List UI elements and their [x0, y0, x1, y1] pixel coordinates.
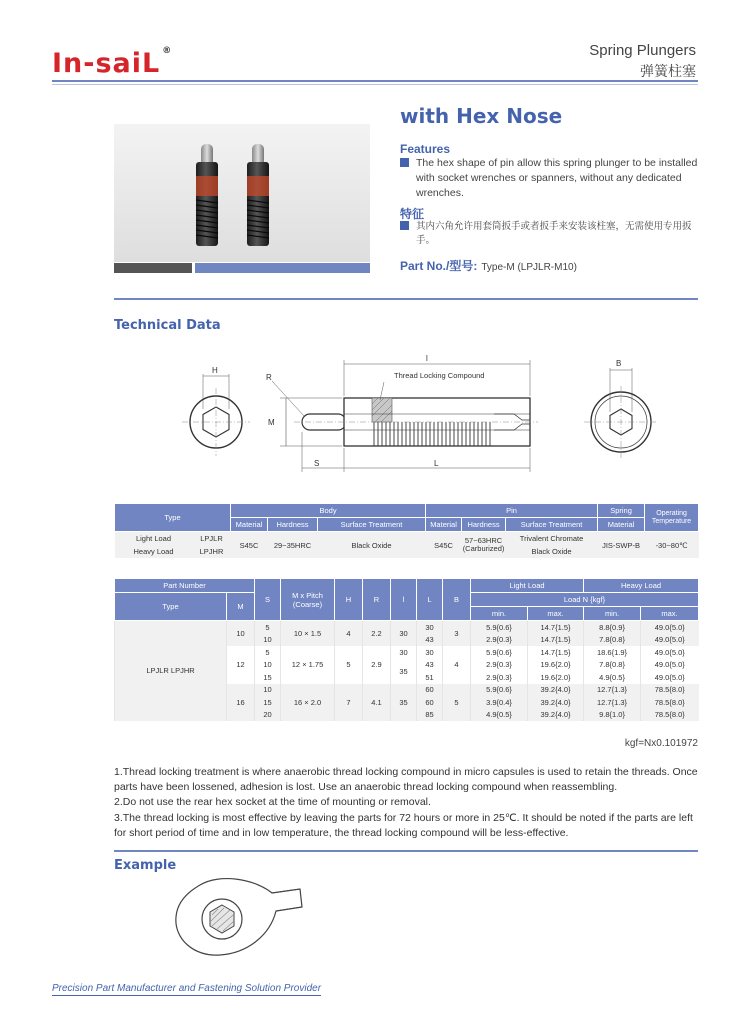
cell-heavy-min: 4.9{0.5}: [584, 671, 641, 684]
cell-heavy-max: 49.0{5.0}: [641, 671, 699, 684]
dim-M-label: M: [268, 418, 275, 427]
dim-B-label: B: [616, 359, 622, 368]
cell-heavy-max: 78.5{8.0}: [641, 709, 699, 722]
th-H: H: [335, 579, 363, 621]
th-light-load: Light Load: [471, 579, 584, 593]
cell-B: 5: [443, 684, 471, 722]
thread-locking-label: Thread Locking Compound: [394, 371, 485, 380]
header-divider-thin: [52, 84, 698, 85]
th-pin: Pin: [426, 504, 598, 518]
cell-H: 7: [335, 684, 363, 722]
th-R: R: [363, 579, 391, 621]
cell-S: 10: [255, 684, 281, 697]
dim-H-label: H: [212, 366, 218, 375]
cell-L: 51: [417, 671, 443, 684]
th-part-number: Part Number: [115, 579, 255, 593]
type-code: LPJHR: [193, 545, 231, 558]
th-load: Load N {kgf}: [471, 593, 699, 607]
th-spring-material: Material: [598, 518, 645, 532]
th-body-hardness: Hardness: [268, 518, 318, 532]
cell-heavy-max: 49.0{5.0}: [641, 634, 699, 647]
body-material: S45C: [231, 532, 268, 559]
bullet-square-icon: [400, 158, 409, 167]
cell-light-max: 39.2{4.0}: [528, 709, 584, 722]
cell-B: 4: [443, 646, 471, 684]
cell-S: 10: [255, 634, 281, 647]
header-divider: [52, 80, 698, 82]
cell-heavy-min: 7.8{0.8}: [584, 634, 641, 647]
cell-heavy-max: 78.5{8.0}: [641, 696, 699, 709]
cell-S: 5: [255, 621, 281, 634]
cell-heavy-min: 9.8{1.0}: [584, 709, 641, 722]
cell-R: 2.2: [363, 621, 391, 647]
th-pin-material: Material: [426, 518, 462, 532]
body-hardness: 29~35HRC: [268, 532, 318, 559]
technical-drawing: [176, 352, 666, 477]
kgf-conversion: kgf=Nx0.101972: [624, 738, 698, 749]
note-3: 3.The thread locking is most effective by leaving the parts for 72 hours or more in 25℃. It should be noted if the parts are left for short period of time and in low temperature, the thread locking compound will be less-effective.: [114, 811, 693, 839]
type-name: Heavy Load: [115, 545, 193, 558]
spring-plunger-photo-icon: [114, 124, 370, 262]
section-divider: [114, 298, 698, 300]
notes: [114, 765, 700, 841]
cell-S: 15: [255, 671, 281, 684]
photo-bar-dark: [114, 263, 192, 273]
cell-L: 43: [417, 659, 443, 672]
brand-logo: In-saiL ®: [52, 46, 173, 79]
type-name: Light Load: [115, 532, 193, 546]
th-L: L: [417, 579, 443, 621]
side-view-icon: [266, 354, 538, 472]
th-body-surface: Surface Treatment: [318, 518, 426, 532]
header-title-en: Spring Plungers: [589, 42, 696, 59]
cell-M: 10: [227, 621, 255, 647]
cell-pitch: 12 × 1.75: [281, 646, 335, 684]
cell-light-min: 2.9{0.3}: [471, 634, 528, 647]
type-value: LPJLR LPJHR: [115, 621, 227, 722]
th-pin-hardness: Hardness: [462, 518, 506, 532]
th-pitch: M x Pitch (Coarse): [281, 579, 335, 621]
footer-tagline: Precision Part Manufacturer and Fastening Solution Provider: [52, 983, 322, 994]
photo-bar-blue: [195, 263, 370, 273]
cell-pitch: 16 × 2.0: [281, 684, 335, 722]
material-table: [114, 503, 699, 558]
example-wrench-illustration: [160, 873, 310, 963]
cell-l: 35: [391, 684, 417, 722]
cell-light-max: 14.7{1.5}: [528, 621, 584, 634]
th-type: Type: [115, 593, 227, 621]
cell-M: 12: [227, 646, 255, 684]
cell-light-min: 2.9{0.3}: [471, 659, 528, 672]
th-heavy-max: max.: [641, 607, 699, 621]
features-title: Features: [400, 142, 451, 156]
th-S: S: [255, 579, 281, 621]
cell-R: 2.9: [363, 646, 391, 684]
cell-pitch: 10 × 1.5: [281, 621, 335, 647]
cell-S: 5: [255, 646, 281, 659]
temperature: -30~80℃: [645, 532, 699, 559]
th-body: Body: [231, 504, 426, 518]
rear-hex-view-icon: [584, 359, 658, 458]
cell-light-min: 4.9{0.5}: [471, 709, 528, 722]
body-surface: Black Oxide: [318, 532, 426, 559]
th-light-max: max.: [528, 607, 584, 621]
th-M: M: [227, 593, 255, 621]
cell-B: 3: [443, 621, 471, 647]
cell-L: 30: [417, 646, 443, 659]
spring-material: JIS-SWP-B: [598, 532, 645, 559]
cell-heavy-max: 49.0{5.0}: [641, 646, 699, 659]
cell-heavy-min: 12.7{1.3}: [584, 696, 641, 709]
th-B: B: [443, 579, 471, 621]
features-cn: 其内六角允许用套筒扳手或者扳手来安装该柱塞，无需使用专用扳手。: [400, 220, 698, 250]
th-spring: Spring: [598, 504, 645, 518]
cell-heavy-max: 49.0{5.0}: [641, 659, 699, 672]
cell-light-max: 19.6{2.0}: [528, 659, 584, 672]
th-l: l: [391, 579, 417, 621]
cell-light-min: 5.9{0.6}: [471, 646, 528, 659]
cell-L: 85: [417, 709, 443, 722]
cell-heavy-min: 12.7{1.3}: [584, 684, 641, 697]
section-divider: [114, 850, 698, 852]
cell-light-min: 3.9{0.4}: [471, 696, 528, 709]
cell-heavy-min: 8.8{0.9}: [584, 621, 641, 634]
dim-R-label: R: [266, 373, 272, 382]
cell-S: 10: [255, 659, 281, 672]
wrench-icon: [160, 873, 310, 963]
th-heavy-load: Heavy Load: [584, 579, 699, 593]
cell-l: 30: [391, 621, 417, 647]
cell-S: 20: [255, 709, 281, 722]
cell-L: 60: [417, 696, 443, 709]
pin-surface-2: Black Oxide: [506, 545, 598, 558]
cell-heavy-max: 78.5{8.0}: [641, 684, 699, 697]
note-1: 1.Thread locking treatment is where anaerobic thread locking compound in micro capsules is used to retain the threads. Once parts have been lossened, adhesion is lost. Use an anaerobic thread locking compound when reassembling.: [114, 766, 698, 794]
cell-M: 16: [227, 684, 255, 722]
features-en: The hex shape of pin allow this spring plunger to be installed with socket wrenches or spanners, without any dedicated wrenches.: [400, 156, 698, 202]
th-light-min: min.: [471, 607, 528, 621]
dim-S-label: S: [314, 459, 320, 468]
th-body-material: Material: [231, 518, 268, 532]
cell-R: 4.1: [363, 684, 391, 722]
th-operating: Operating Temperature: [645, 504, 699, 532]
features-cn-title: 特征: [400, 207, 425, 221]
bullet-square-icon: [400, 221, 409, 230]
cell-light-min: 5.9{0.6}: [471, 684, 528, 697]
pin-material: S45C: [426, 532, 462, 559]
th-type: Type: [115, 504, 231, 532]
cell-l: 35: [391, 659, 417, 684]
cell-H: 4: [335, 621, 363, 647]
technical-data-title: Technical Data: [114, 318, 221, 333]
product-title: with Hex Nose: [400, 104, 563, 128]
cell-light-min: 5.9{0.6}: [471, 621, 528, 634]
cell-light-max: 39.2{4.0}: [528, 684, 584, 697]
cell-heavy-min: 18.6{1.9}: [584, 646, 641, 659]
cell-L: 43: [417, 634, 443, 647]
dim-L-label: L: [434, 459, 439, 468]
cell-light-max: 14.7{1.5}: [528, 646, 584, 659]
note-2: 2.Do not use the rear hex socket at the time of mounting or removal.: [114, 796, 431, 809]
cell-l: 30: [391, 646, 417, 659]
cell-light-max: 39.2{4.0}: [528, 696, 584, 709]
cell-heavy-max: 49.0{5.0}: [641, 621, 699, 634]
cell-L: 60: [417, 684, 443, 697]
pin-surface-1: Trivalent Chromate: [506, 532, 598, 546]
dim-l-label: l: [426, 354, 428, 363]
cell-light-max: 14.7{1.5}: [528, 634, 584, 647]
type-code: LPJLR: [193, 532, 231, 546]
header-title-cn: 弹簧柱塞: [640, 63, 696, 79]
front-hex-view-icon: [182, 366, 250, 456]
cell-L: 30: [417, 621, 443, 634]
th-pin-surface: Surface Treatment: [506, 518, 598, 532]
dimension-table: [114, 578, 699, 721]
cell-S: 15: [255, 696, 281, 709]
part-number: Part No./型号: Type-M (LPJLR-M10): [400, 259, 577, 273]
cell-H: 5: [335, 646, 363, 684]
th-heavy-min: min.: [584, 607, 641, 621]
pin-hardness: 57~63HRC (Carburized): [462, 532, 506, 559]
cell-light-max: 19.6{2.0}: [528, 671, 584, 684]
cell-light-min: 2.9{0.3}: [471, 671, 528, 684]
example-title: Example: [114, 858, 177, 873]
product-photo: [114, 124, 370, 262]
cell-heavy-min: 7.8{0.8}: [584, 659, 641, 672]
